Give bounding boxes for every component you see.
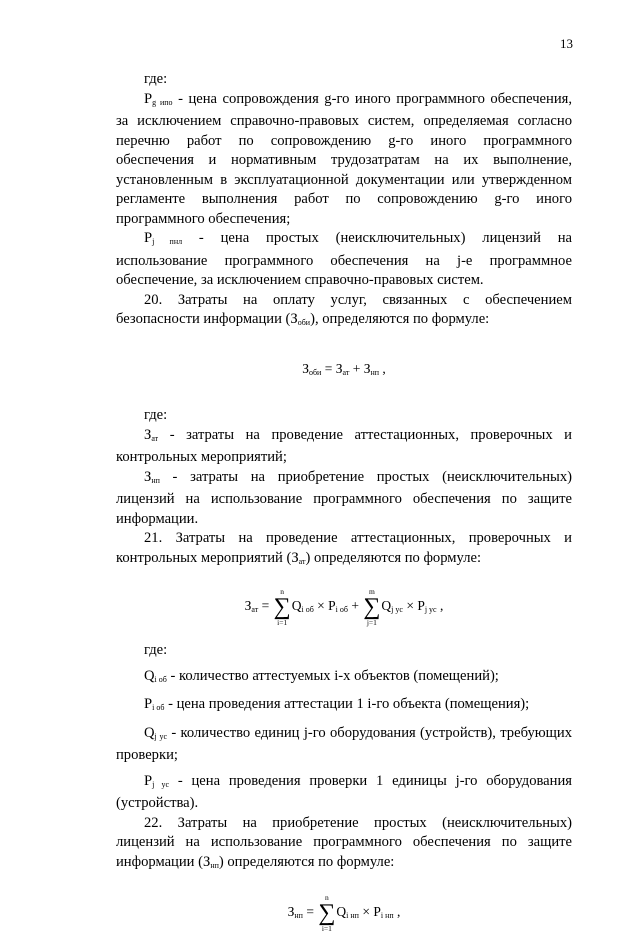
formula-21 bbox=[116, 587, 572, 627]
formula-term: × Р bbox=[313, 598, 336, 614]
formula-term: Q bbox=[336, 904, 347, 920]
formula-subscript: i об bbox=[335, 605, 348, 615]
formula-subscript: нп bbox=[294, 911, 303, 921]
definition-text: - затраты на приобретение простых (неисключительных) лицензий на использование программного обеспечения по защите информации. bbox=[116, 468, 572, 527]
formula-term: × Р bbox=[358, 904, 381, 920]
formula-term: , bbox=[379, 360, 386, 376]
definition-pi bbox=[116, 695, 572, 718]
formula-subscript: j ус bbox=[424, 605, 437, 615]
where-label: где: bbox=[144, 71, 168, 87]
formula-term: + З bbox=[349, 360, 371, 376]
symbol: Р bbox=[144, 230, 153, 246]
document-body bbox=[116, 70, 572, 933]
symbol: З bbox=[144, 426, 152, 443]
formula-subscript: j ус bbox=[391, 605, 403, 615]
sum-lower-limit: j=1 bbox=[366, 618, 377, 627]
definition-qi bbox=[116, 667, 572, 690]
formula-term: = З bbox=[321, 360, 343, 376]
symbol-subscript: нп bbox=[210, 860, 219, 870]
formula-term: З bbox=[302, 360, 309, 376]
formula-subscript: i нп bbox=[380, 911, 394, 921]
symbol: Q bbox=[144, 667, 155, 684]
formula-subscript: нп bbox=[370, 367, 380, 377]
sum-sign bbox=[274, 587, 291, 627]
definition-text: - количество единиц j-го оборудования (устройств), требующих проверки; bbox=[116, 724, 572, 763]
formula-subscript: i об bbox=[301, 605, 314, 615]
symbol-subscript: j ус bbox=[152, 779, 170, 789]
formula-term: = bbox=[258, 598, 273, 614]
sigma-symbol: ∑ bbox=[273, 594, 291, 620]
formula-term: З bbox=[244, 598, 252, 614]
page-number: 13 bbox=[560, 36, 573, 51]
symbol: З bbox=[144, 468, 152, 485]
formula-term: З bbox=[287, 904, 295, 920]
paragraph-text: 21. Затраты на проведение аттестационных, проверочных и контрольных мероприятий (З bbox=[116, 530, 572, 566]
sum-lower-limit: i=1 bbox=[321, 924, 332, 933]
sum-upper-limit: n bbox=[280, 587, 285, 596]
sum-upper-limit: n bbox=[324, 893, 329, 902]
symbol: Q bbox=[144, 724, 155, 741]
where-label: где: bbox=[144, 642, 168, 658]
formula-term: Q bbox=[381, 598, 392, 614]
sum-sign bbox=[363, 587, 380, 627]
sigma-symbol: ∑ bbox=[363, 594, 381, 620]
formula-subscript: оби bbox=[308, 367, 322, 377]
paragraph-text: ) определяются по формуле: bbox=[305, 549, 482, 566]
sigma-symbol: ∑ bbox=[318, 900, 336, 926]
definition-text: - количество аттестуемых i-х объектов (помещений); bbox=[166, 667, 499, 684]
definition-text: - цена проведения аттестации 1 i-го объекта (помещения); bbox=[164, 696, 530, 712]
where-label: где: bbox=[144, 407, 168, 423]
paragraph-20 bbox=[116, 291, 572, 333]
definition-text: - цена проведения проверки 1 единицы j-го оборудования (устройства). bbox=[116, 772, 572, 811]
formula-term: = bbox=[302, 904, 318, 920]
paragraph-22 bbox=[116, 814, 572, 876]
symbol-subscript: i об bbox=[152, 703, 165, 712]
symbol-subscript: j пнл bbox=[152, 237, 183, 246]
definition-text: - цена сопровождения g-го иного программного обеспечения, за исключением справочно-правовых систем, определяемая согласно перечню работ по сопровождению g-го иного программного обеспечения и нормативным трудозатратам на их выполнение, установленным в эксплуатационной документации или утвержденном регламенте выполнения работ по сопровождению g-го иного программного обеспечения; bbox=[116, 90, 572, 227]
paragraph-text: 22. Затраты на приобретение простых (неисключительных) лицензий на использование программного обеспечения по защите информации (З bbox=[116, 814, 572, 870]
formula-term: Q bbox=[291, 598, 302, 614]
formula-subscript: ат bbox=[342, 367, 350, 377]
symbol-subscript: ат bbox=[151, 433, 159, 443]
symbol-subscript: g ипо bbox=[152, 97, 173, 107]
symbol: Р bbox=[144, 90, 153, 107]
paragraph-21 bbox=[116, 529, 572, 571]
formula-subscript: ат bbox=[251, 605, 259, 615]
definition-zat bbox=[116, 426, 572, 468]
formula-subscript: i нп bbox=[346, 911, 359, 921]
sum-lower-limit: i=1 bbox=[277, 618, 288, 627]
symbol: Р bbox=[144, 696, 153, 712]
definition-pju bbox=[116, 772, 572, 814]
formula-term: , bbox=[436, 598, 444, 614]
symbol-subscript: оби bbox=[297, 318, 311, 327]
formula-22 bbox=[116, 893, 572, 933]
sum-sign bbox=[318, 893, 335, 933]
paragraph-text: 20. Затраты на оплату услуг, связанных с обеспечением безопасности информации (З bbox=[116, 291, 572, 327]
formula-term: , bbox=[393, 904, 401, 920]
symbol-subscript: i об bbox=[154, 674, 167, 684]
symbol-subscript: нп bbox=[151, 475, 160, 485]
sum-upper-limit: m bbox=[368, 587, 375, 596]
definition-text: - цена простых (неисключительных) лицензий на использование программного обеспечения на j-е программное обеспечение, за исключением справочно-правовых систем. bbox=[116, 230, 572, 288]
formula-term: × Р bbox=[402, 598, 425, 614]
definition-pj bbox=[116, 229, 572, 291]
symbol-subscript: ат bbox=[298, 556, 306, 566]
definition-text: - затраты на проведение аттестационных, проверочных и контрольных мероприятий; bbox=[116, 426, 572, 465]
paragraph-text: ) определяются по формуле: bbox=[218, 853, 395, 870]
definition-qj bbox=[116, 724, 572, 766]
definition-pg bbox=[116, 90, 572, 230]
formula-20 bbox=[116, 359, 572, 383]
paragraph-text: ), определяются по формуле: bbox=[310, 311, 490, 327]
definition-znp bbox=[116, 468, 572, 530]
formula-term: + bbox=[347, 598, 363, 614]
symbol: Р bbox=[144, 772, 153, 789]
symbol-subscript: j ус bbox=[154, 731, 168, 741]
